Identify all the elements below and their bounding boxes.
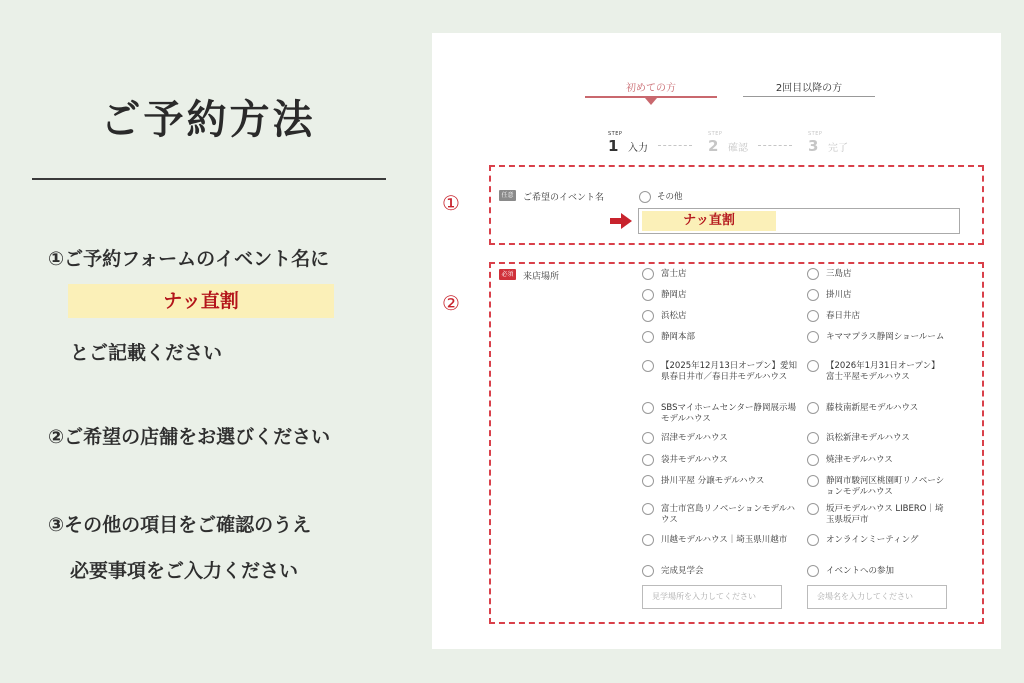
step3-text-cont: 必要事項をご入力ください	[70, 560, 299, 582]
store-option-label: 富士店	[661, 269, 687, 279]
store-radio[interactable]	[807, 289, 819, 301]
instructions-panel	[0, 0, 420, 683]
box2-marker: ②	[442, 291, 460, 315]
step-3-caption: STEP	[808, 131, 823, 137]
store-radio[interactable]	[642, 565, 654, 577]
step-2-caption: STEP	[708, 131, 723, 137]
store-radio[interactable]	[807, 432, 819, 444]
step-indicator	[608, 131, 868, 155]
store-option-label: 浜松店	[661, 311, 687, 321]
step-3-number: 3	[808, 137, 819, 155]
step1-text-cont: とご記載ください	[70, 342, 223, 364]
store-option-label: 袋井モデルハウス	[661, 455, 728, 465]
store-option-label: 焼津モデルハウス	[826, 455, 893, 465]
step-1-number: 1	[608, 137, 619, 155]
box1-marker: ①	[442, 191, 460, 215]
store-option-label: 静岡本部	[661, 332, 696, 342]
store-radio[interactable]	[807, 503, 819, 515]
store-option-label: 富士市宮島リノベーションモデルハウス	[661, 504, 795, 525]
store-radio[interactable]	[807, 475, 819, 487]
store-option-label: 藤枝南新屋モデルハウス	[826, 403, 919, 413]
step-1-caption: STEP	[608, 131, 623, 137]
store-option-label: 春日井店	[826, 311, 861, 321]
tab-first-visit[interactable]: 初めての方	[626, 83, 676, 94]
event-other-radio[interactable]	[639, 191, 651, 203]
store-radio[interactable]	[642, 268, 654, 280]
store-radio[interactable]	[642, 534, 654, 546]
store-radio[interactable]	[642, 503, 654, 515]
store-option-label: 【2026年1月31日オープン】富士平屋モデルハウス	[826, 361, 940, 382]
store-option-label: 静岡市駿河区桃園町リノベーションモデルハウス	[826, 476, 945, 497]
store-radio[interactable]	[642, 360, 654, 372]
store-radio[interactable]	[807, 360, 819, 372]
venue-name-input[interactable]: 会場名を入力してください	[807, 585, 947, 609]
store-radio[interactable]	[807, 565, 819, 577]
store-option-label: 掛川平屋 分譲モデルハウス	[661, 476, 765, 486]
tab-returning[interactable]: 2回目以降の方	[775, 83, 843, 94]
store-option-label: 沼津モデルハウス	[661, 433, 728, 443]
tab-active-indicator	[645, 98, 657, 105]
step-divider	[758, 145, 792, 146]
step-divider	[658, 145, 692, 146]
store-radio[interactable]	[642, 432, 654, 444]
store-radio[interactable]	[807, 310, 819, 322]
step1-text: ①ご予約フォームのイベント名に	[48, 248, 330, 270]
store-option-label: 浜松新津モデルハウス	[826, 433, 910, 443]
event-name-value: ナッ直割	[642, 211, 776, 231]
arrow-right-icon	[610, 213, 632, 229]
store-radio[interactable]	[642, 475, 654, 487]
reservation-form	[432, 33, 1001, 649]
store-option-label: SBSマイホームセンター静岡展示場モデルハウス	[661, 403, 796, 424]
store-option-label: 【2025年12月13日オープン】愛知県春日井市／春日井モデルハウス	[661, 361, 797, 382]
step-2-label: 確認	[728, 143, 748, 154]
store-option-label: オンラインミーティング	[826, 535, 919, 545]
step-2-number: 2	[708, 137, 719, 155]
store-option-label: 静岡店	[661, 290, 687, 300]
store-radio[interactable]	[642, 454, 654, 466]
page-title: ご予約方法	[100, 97, 316, 143]
store-option-label: キママプラス静岡ショールーム	[826, 332, 945, 342]
store-radio[interactable]	[642, 331, 654, 343]
store-option-label: 坂戸モデルハウス LIBERO｜埼玉県坂戸市	[826, 504, 944, 525]
highlight-keyword: ナッ直割	[68, 284, 334, 318]
store-radio[interactable]	[807, 331, 819, 343]
store-radio[interactable]	[642, 402, 654, 414]
store-option-label: 掛川店	[826, 290, 852, 300]
store-option-label: 川越モデルハウス｜埼玉県川越市	[661, 535, 788, 545]
store-radio[interactable]	[807, 268, 819, 280]
optional-tag: 任意	[499, 190, 516, 201]
store-radio[interactable]	[807, 454, 819, 466]
store-label: 来店場所	[523, 272, 560, 282]
store-option-label: 三島店	[826, 269, 852, 279]
step-1-label: 入力	[628, 143, 648, 154]
store-radio[interactable]	[642, 289, 654, 301]
store-option-label: イベントへの参加	[826, 566, 895, 576]
event-name-label: ご希望のイベント名	[523, 193, 605, 203]
store-radio[interactable]	[807, 402, 819, 414]
step-3-label: 完了	[828, 143, 848, 154]
store-option-label: 完成見学会	[661, 566, 704, 576]
step2-text: ②ご希望の店舗をお選びください	[48, 426, 331, 448]
step3-text: ③その他の項目をご確認のうえ	[48, 514, 312, 536]
visit-place-input[interactable]: 見学場所を入力してください	[642, 585, 782, 609]
required-tag: 必須	[499, 269, 516, 280]
tab-underline	[743, 96, 875, 97]
event-name-input[interactable]	[638, 208, 960, 234]
store-radio[interactable]	[807, 534, 819, 546]
title-divider	[32, 178, 386, 180]
event-other-label: その他	[657, 192, 683, 202]
store-radio[interactable]	[642, 310, 654, 322]
